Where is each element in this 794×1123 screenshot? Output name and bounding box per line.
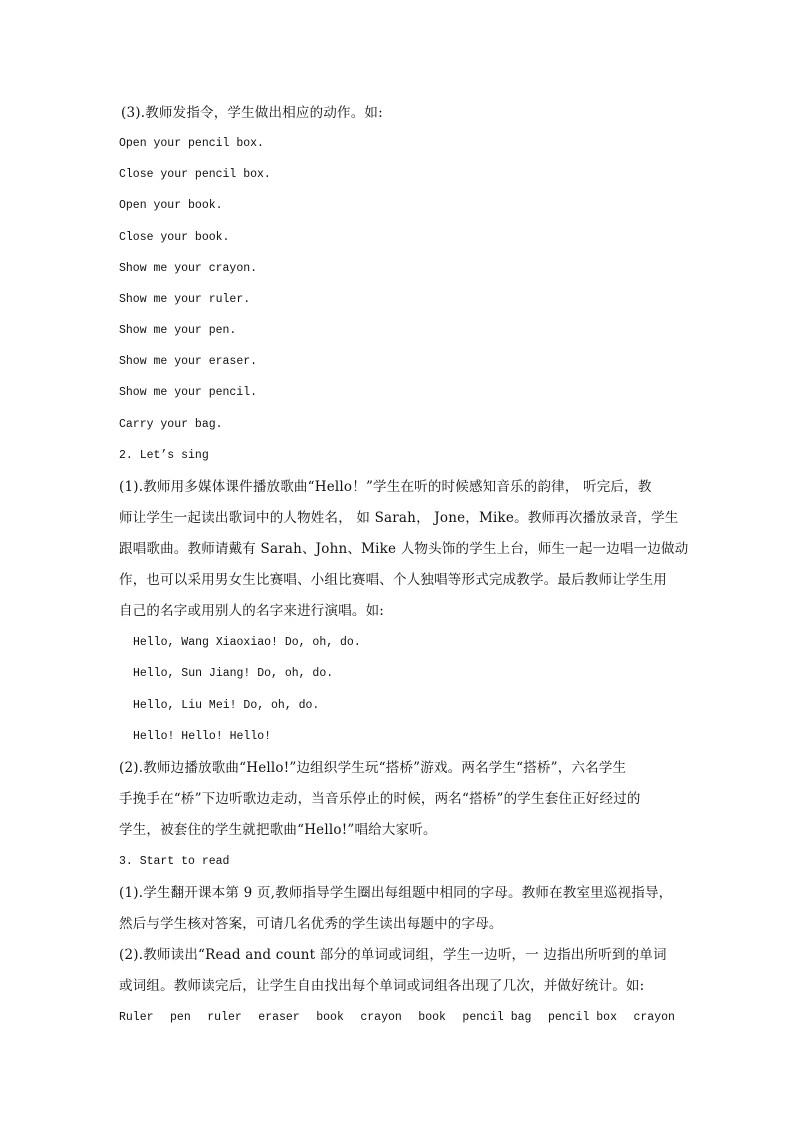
command-line: Show me your ruler. [119, 293, 251, 306]
instruction-3-heading: (3).教师发指令，学生做出相应的动作。如: [121, 105, 383, 121]
word-item: eraser [258, 1011, 300, 1024]
section-2-heading: 2. Let’s sing [119, 449, 209, 462]
word-item: book [316, 1011, 344, 1024]
section-3-heading: 3. Start to read [119, 855, 230, 868]
paragraph-line: (1).学生翻开课本第 9 页,教师指导学生圈出每组题中相同的字母。教师在教室里巡视指导， [119, 885, 673, 901]
word-item: crayon [360, 1011, 402, 1024]
paragraph-line: (2).教师读出“Read and count 部分的单词或词组，学生一边听，一 边指出所听到的单词 [119, 947, 667, 963]
song-line: Hello, Sun Jiang! Do, oh, do. [133, 667, 334, 680]
command-line: Carry your bag. [119, 418, 223, 431]
paragraph-line: 然后与学生核对答案，可请几名优秀的学生读出每题中的字母。 [119, 916, 503, 932]
song-line: Hello, Liu Mei! Do, oh, do. [133, 699, 320, 712]
word-item: pencil bag [462, 1011, 532, 1024]
paragraph-line: (1).教师用多媒体课件播放歌曲“Hello！”学生在听的时候感知音乐的韵律， 听完后，教 [119, 479, 652, 495]
command-line: Close your pencil box. [119, 168, 271, 181]
command-line: Close your book. [119, 231, 230, 244]
command-line: Show me your crayon. [119, 262, 258, 275]
song-line: Hello, Wang Xiaoxiao! Do, oh, do. [133, 636, 361, 649]
command-line: Show me your eraser. [119, 355, 258, 368]
word-item: pen [170, 1011, 191, 1024]
word-item: pencil box [547, 1011, 617, 1024]
command-line: Open your pencil box. [119, 137, 264, 150]
paragraph-line: 或词组。教师读完后，让学生自由找出每个单词或词组各出现了几次，并做好统计。如: [119, 978, 645, 994]
paragraph-line: 跟唱歌曲。教师请戴有 Sarah、John、Mike 人物头饰的学生上台，师生一起一边唱一边做动 [119, 541, 689, 557]
paragraph-line: 手挽手在“桥”下边听歌边走动，当音乐停止的时候，两名“搭桥”的学生套住正好经过的 [119, 791, 641, 807]
paragraph-line: 学生，被套住的学生就把歌曲“Hello!”唱给大家听。 [119, 822, 437, 838]
command-line: Show me your pencil. [119, 386, 258, 399]
paragraph-line: 师让学生一起读出歌词中的人物姓名， 如 Sarah， Jone，Mike。教师再次播放录音，学生 [119, 510, 679, 526]
paragraph-line: 自己的名字或用别人的名字来进行演唱。如: [119, 603, 385, 619]
word-item: Ruler [119, 1011, 154, 1024]
song-line: Hello! Hello! Hello! [133, 730, 272, 743]
word-item: ruler [207, 1011, 242, 1024]
command-line: Open your book. [119, 199, 223, 212]
word-list [119, 1010, 675, 1026]
word-item: book [418, 1011, 446, 1024]
paragraph-line: 作，也可以采用男女生比赛唱、小组比赛唱、个人独唱等形式完成教学。最后教师让学生用 [119, 572, 667, 588]
word-item: crayon [633, 1011, 675, 1024]
paragraph-line: (2).教师边播放歌曲“Hello!”边组织学生玩“搭桥”游戏。两名学生“搭桥”，六名学生 [119, 760, 627, 776]
command-line: Show me your pen. [119, 324, 237, 337]
